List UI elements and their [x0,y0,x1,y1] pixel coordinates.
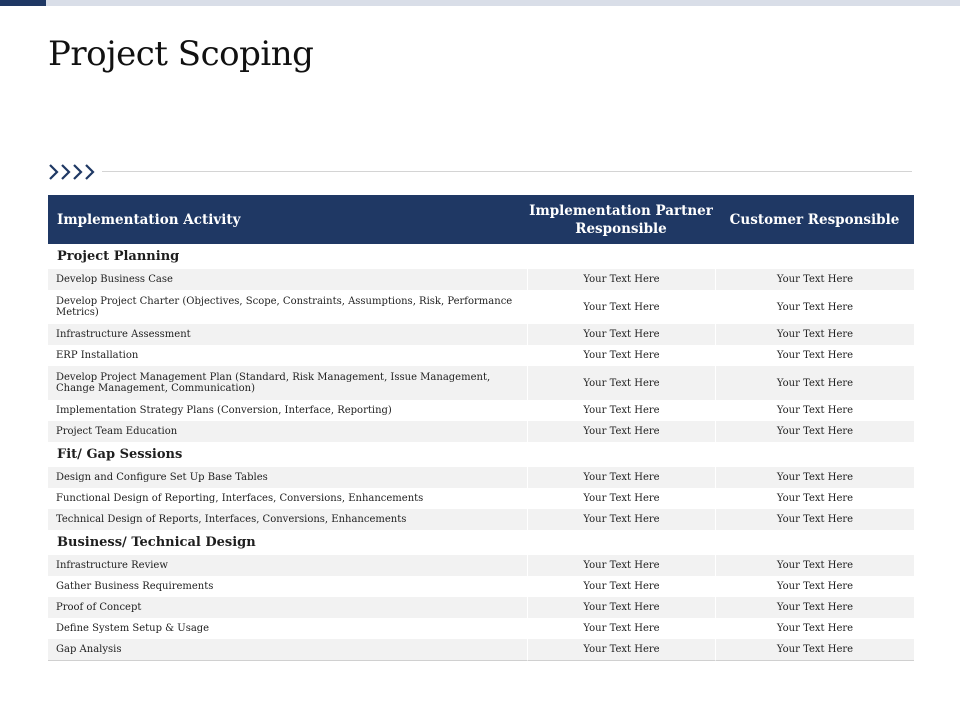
customer-cell: Your Text Here [715,269,914,290]
top-bar [0,0,960,6]
activity-cell: Proof of Concept [48,597,527,618]
customer-cell: Your Text Here [715,576,914,597]
customer-cell: Your Text Here [715,555,914,576]
activity-cell: Implementation Strategy Plans (Conversion, Interface, Reporting) [56,405,392,416]
table-row [48,509,914,530]
scoping-table [48,195,914,661]
table-row [48,366,914,400]
table-row [48,555,914,576]
section-title: Project Planning [48,244,914,269]
customer-cell: Your Text Here [715,509,914,530]
customer-cell: Your Text Here [715,421,914,442]
table-row [48,345,914,366]
activity-cell: Develop Business Case [48,269,527,290]
table-header-row [48,195,914,244]
table-row [48,421,914,442]
customer-cell: Your Text Here [715,488,914,509]
activity-cell: Functional Design of Reporting, Interfaces, Conversions, Enhancements [56,493,424,504]
table-row [48,597,914,618]
activity-cell: Infrastructure Review [48,555,527,576]
activity-cell: Gap Analysis [48,639,527,661]
partner-cell: Your Text Here [527,467,715,488]
activity-cell: Technical Design of Reports, Interfaces, Conversions, Enhancements [48,509,527,530]
table-row [48,618,914,639]
table-row [48,576,914,597]
header-activity: Implementation Activity [48,195,527,244]
table-body [48,244,914,661]
customer-cell: Your Text Here [715,597,914,618]
customer-cell: Your Text Here [715,324,914,345]
partner-cell: Your Text Here [527,290,715,324]
activity-cell: Develop Project Charter (Objectives, Scope, Constraints, Assumptions, Risk, Performance Metrics) [56,296,513,318]
header-customer: Customer Responsible [715,195,914,244]
top-bar-accent [0,0,46,6]
partner-cell: Your Text Here [527,345,715,366]
customer-cell: Your Text Here [715,290,914,324]
customer-cell: Your Text Here [715,366,914,400]
customer-cell: Your Text Here [715,639,914,661]
table-row [48,639,914,661]
section-row [48,530,914,555]
partner-cell: Your Text Here [527,366,715,400]
section-title: Business/ Technical Design [48,530,914,555]
activity-cell: Infrastructure Assessment [48,324,527,345]
partner-cell: Your Text Here [527,400,715,421]
activity-cell: ERP Installation [56,350,139,361]
partner-cell: Your Text Here [527,618,715,639]
activity-cell: Project Team Education [48,421,527,442]
activity-cell: Develop Project Management Plan (Standard, Risk Management, Issue Management, Change Management, Communication) [48,366,527,400]
customer-cell: Your Text Here [715,467,914,488]
page-title: Project Scoping [48,34,314,74]
partner-cell: Your Text Here [527,639,715,661]
customer-cell: Your Text Here [715,400,914,421]
partner-cell: Your Text Here [527,555,715,576]
table-row [48,269,914,290]
double-chevron-right-icon [48,162,100,182]
table-row [48,324,914,345]
divider-line [102,171,912,172]
activity-cell: Gather Business Requirements [56,581,214,592]
customer-cell: Your Text Here [715,618,914,639]
table-row [48,400,914,421]
activity-cell: Design and Configure Set Up Base Tables [48,467,527,488]
partner-cell: Your Text Here [527,509,715,530]
activity-cell: Define System Setup & Usage [56,623,210,634]
table-row [48,488,914,509]
partner-cell: Your Text Here [527,269,715,290]
customer-cell: Your Text Here [715,345,914,366]
partner-cell: Your Text Here [527,488,715,509]
partner-cell: Your Text Here [527,421,715,442]
table-row [48,467,914,488]
section-title: Fit/ Gap Sessions [48,442,914,467]
partner-cell: Your Text Here [527,576,715,597]
table-row [48,290,914,324]
partner-cell: Your Text Here [527,597,715,618]
partner-cell: Your Text Here [527,324,715,345]
section-row [48,244,914,269]
header-partner: Implementation Partner Responsible [527,195,715,244]
section-row [48,442,914,467]
